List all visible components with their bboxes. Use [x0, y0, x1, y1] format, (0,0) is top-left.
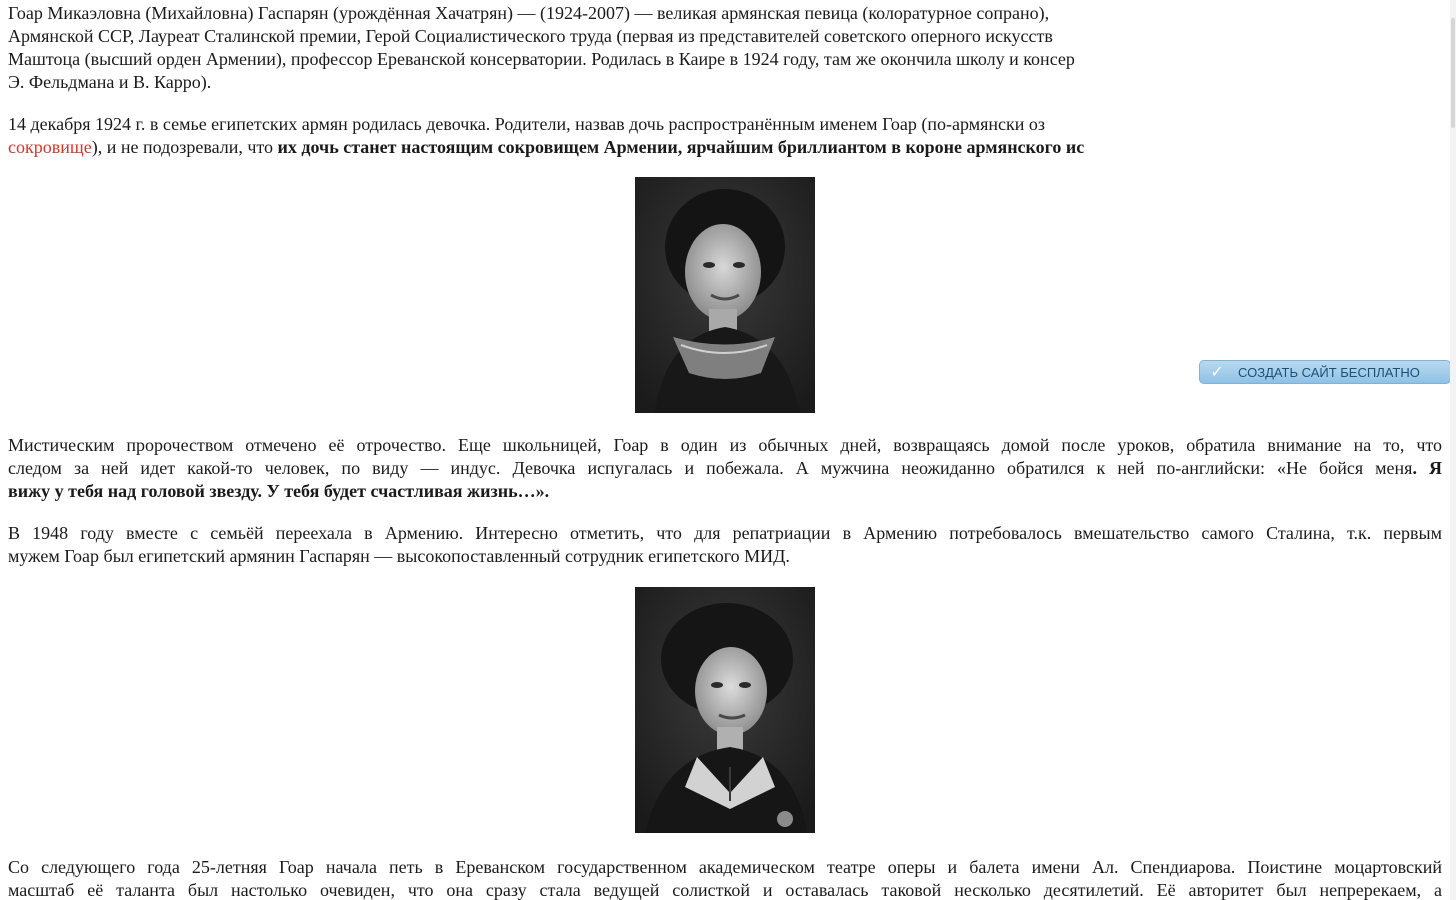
portrait-image	[635, 177, 815, 413]
paragraph-line: Со следующего года 25-летняя Гоар начала петь в Ереванском государственном академическом театре оперы и балета имени Ал. Спендиарова. Поистине моцартовский	[8, 857, 1442, 877]
create-site-label: СОЗДАТЬ САЙТ БЕСПЛАТНО	[1238, 364, 1420, 380]
paragraph-line: Маштоца (высший орден Армении), профессор Ереванской консерватории. Родилась в Каире в 1924 году, там же окончила школу и консер	[8, 49, 1075, 69]
paragraph-line: масштаб её таланта был настолько очевиден, что она сразу стала ведущей солисткой и оставалась таковой несколько десятилетий. Её авторитет был непререкаем, а	[8, 880, 1442, 900]
paragraph-birth	[8, 113, 1198, 159]
vertical-scrollbar[interactable]	[1450, 0, 1456, 900]
check-icon: ✓	[1210, 364, 1224, 381]
paragraph-line: мужем Гоар был египетский армянин Гаспарян — высокопоставленный сотрудник египетского МИД.	[8, 546, 790, 566]
paragraph-line: Мистическим пророчеством отмечено её отрочество. Еще школьницей, Гоар в один из обычных дней, возвращаясь домой после уроков, обратила внимание на то, что	[8, 435, 1442, 455]
paragraph-line: Э. Фельдмана и В. Карро).	[8, 72, 212, 92]
paragraph-move	[8, 522, 1442, 568]
paragraph-line	[8, 136, 1198, 159]
scrollbar-thumb[interactable]	[1451, 18, 1455, 128]
paragraph-line: Гоар Микаэловна (Михайловна) Гаспарян (урождённая Хачатрян) — (1924-2007) — великая армянская певица (колоратурное сопрано),	[8, 3, 1050, 23]
paragraph-line	[8, 457, 1442, 480]
plain-text: ), и не подозревали, что	[91, 137, 278, 157]
bold-text: их дочь станет настоящим сокровищем Армении, ярчайшим бриллиантом в короне армянского ис	[277, 137, 1085, 157]
paragraph-career	[8, 856, 1442, 900]
paragraph-line: Армянской ССР, Лауреат Сталинской премии, Герой Социалистического труда (первая из представителей советского оперного искусств	[8, 26, 1053, 46]
portrait-image	[635, 587, 815, 833]
bold-text: вижу у тебя над головой звезду. У тебя будет счастливая жизнь…».	[8, 481, 550, 501]
portrait-photo	[635, 587, 815, 833]
portrait-photo	[635, 177, 815, 413]
paragraph-line: В 1948 году вместе с семьёй переехала в Армению. Интересно отметить, что для репатриации в Армению потребовалось вмешательство самого Сталина, т.к. первым	[8, 523, 1442, 543]
bold-text: . Я	[1412, 458, 1443, 478]
paragraph-intro	[8, 2, 1198, 94]
highlight-word: сокровище	[8, 137, 92, 157]
paragraph-line: 14 декабря 1924 г. в семье египетских армян родилась девочка. Родители, назвав дочь распространённым именем Гоар (по-армянски оз	[8, 114, 1045, 134]
paragraph-prophecy	[8, 434, 1442, 503]
create-site-free-button[interactable]	[1199, 360, 1451, 384]
paragraph-line	[8, 480, 1442, 503]
plain-text: следом за ней идет какой-то человек, по виду — индус. Девочка испугалась и побежала. А мужчина неожиданно обратился к ней по-английски: «Не бойся меня	[8, 458, 1413, 478]
